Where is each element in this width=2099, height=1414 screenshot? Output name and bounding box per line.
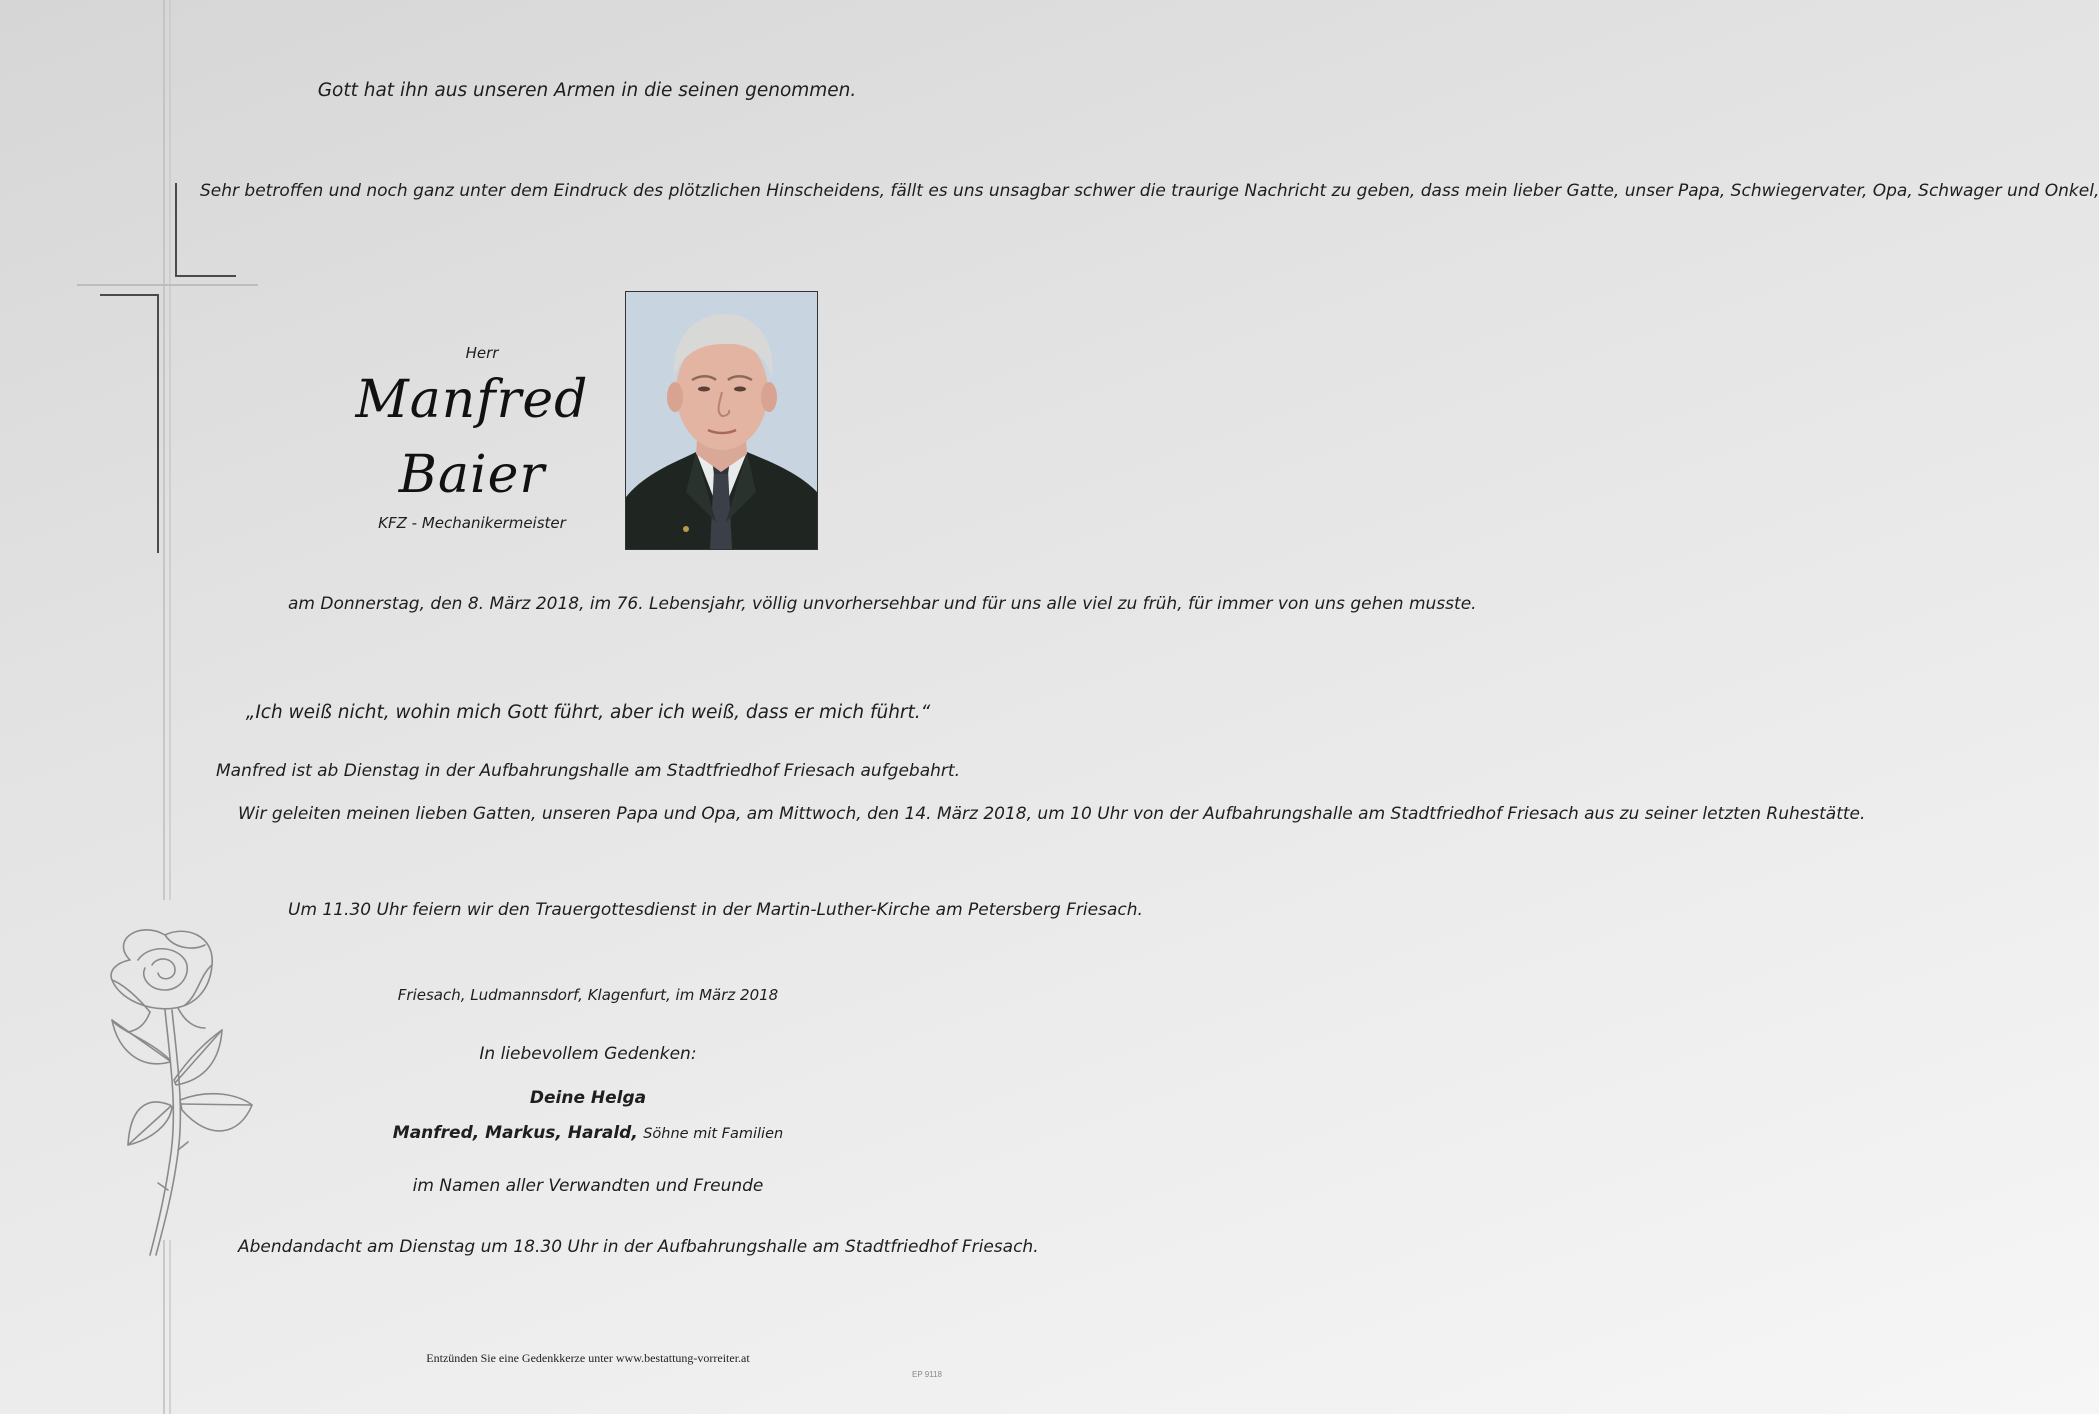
footer-candle-link: Entzünden Sie eine Gedenkkerze unter www.bestattung-vorreiter.at xyxy=(426,1351,750,1365)
death-line: völlig unvorhersehbar und für uns alle viel zu früh, xyxy=(752,594,1183,614)
intro-line: fällt es uns unsagbar schwer die traurige Nachricht zu geben, dass mein lieber Gatte, xyxy=(890,181,1620,201)
motto: Gott hat ihn aus unseren Armen in die seinen genommen. xyxy=(317,80,857,101)
lying-in-state: Manfred ist ab Dienstag in der Aufbahrungshalle am Stadtfriedhof Friesach aufgebahrt. xyxy=(216,761,960,781)
funeral-line: den 14. März 2018, um 10 Uhr von der Aufbahrungshalle am xyxy=(867,804,1386,824)
portrait-icon xyxy=(626,292,817,549)
sons-suffix: Söhne mit Familien xyxy=(643,1126,784,1142)
place-date: Friesach, Ludmannsdorf, Klagenfurt, im März 2018 xyxy=(397,986,779,1004)
intro-text xyxy=(200,178,2099,204)
intro-line: Sehr betroffen und noch ganz unter dem Eindruck des plötzlichen Hinscheidens, xyxy=(200,181,885,201)
service-line: Martin-Luther-Kirche am Petersberg Friesach. xyxy=(756,900,1143,920)
death-line: für immer von uns gehen musste. xyxy=(1188,594,1477,614)
in-memory: In liebevollem Gedenken: xyxy=(479,1044,697,1064)
funeral-line: Stadtfriedhof Friesach aus zu seiner letzten Ruhestätte. xyxy=(1390,804,1866,824)
vigil-text xyxy=(238,1234,1039,1260)
funeral-text xyxy=(238,801,1866,827)
mourner-wife: Deine Helga xyxy=(529,1088,647,1108)
service-line: Um 11.30 Uhr feiern wir den Trauergottesdienst in der xyxy=(288,900,751,920)
service-text xyxy=(288,897,1143,923)
occupation: KFZ - Mechanikermeister xyxy=(378,514,566,532)
document-code: EP 9118 xyxy=(912,1370,942,1379)
mourner-sons xyxy=(338,1120,838,1147)
relatives: im Namen aller Verwandten und Freunde xyxy=(412,1176,764,1196)
death-text xyxy=(288,591,1477,617)
quote: „Ich weiß nicht, wohin mich Gott führt, aber ich weiß, dass er mich führt.“ xyxy=(245,702,931,723)
vigil-line: am Stadtfriedhof Friesach. xyxy=(812,1237,1039,1257)
last-name: Baier xyxy=(398,445,546,505)
funeral-line: Wir geleiten meinen lieben Gatten, unseren Papa und Opa, am Mittwoch, xyxy=(238,804,862,824)
salutation: Herr xyxy=(465,344,499,362)
vigil-line: Abendandacht am Dienstag um 18.30 Uhr in der Aufbahrungshalle xyxy=(238,1237,808,1257)
death-line: am Donnerstag, den 8. März 2018, im 76. Lebensjahr, xyxy=(288,594,747,614)
intro-line: unser Papa, Schwiegervater, Opa, Schwager und Onkel, xyxy=(1624,181,2099,201)
sons-names: Manfred, Markus, Harald, xyxy=(392,1123,638,1143)
portrait-photo xyxy=(625,291,818,550)
first-name: Manfred xyxy=(355,370,589,430)
rose-icon xyxy=(111,930,252,1255)
